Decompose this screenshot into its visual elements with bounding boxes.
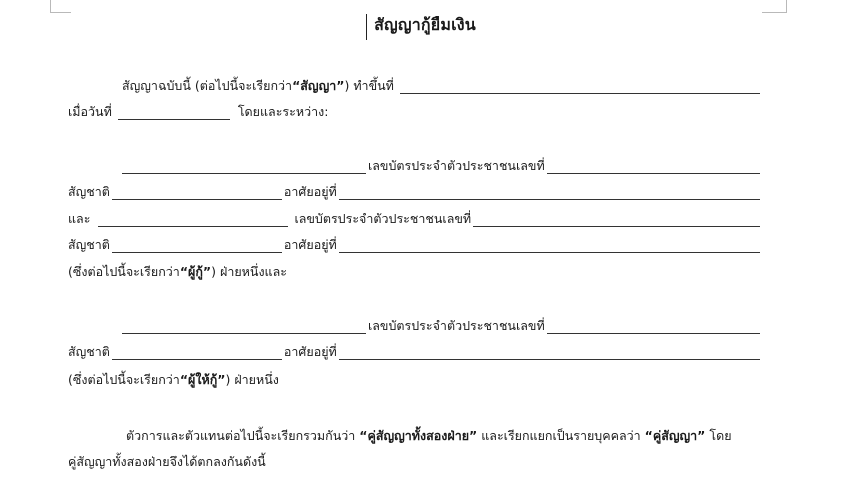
intro-text: สัญญาฉบับนี้ (ต่อไปนี้จะเรียกว่า	[122, 78, 293, 93]
borrower-address-blank[interactable]	[339, 185, 760, 200]
closing-agreement: คู่สัญญาทั้งสองฝ่ายจึงได้ตกลงกันดังนี้	[68, 454, 266, 469]
lender-address-label: อาศัยอยู่ที่	[283, 344, 337, 359]
borrower-address-label: อาศัยอยู่ที่	[283, 184, 337, 199]
borrower-id-label: เลขบัตรประจำตัวประชาชนเลขที่	[368, 158, 545, 173]
lender-reference	[68, 372, 279, 388]
closing-term-party: “คู่สัญญา”	[644, 428, 706, 443]
intro-made-at: ) ทำขึ้นที่	[344, 78, 394, 93]
borrower-row-4	[68, 237, 762, 253]
lender-id-blank[interactable]	[547, 319, 760, 334]
closing-term-both: “คู่สัญญาทั้งสองฝ่าย”	[359, 428, 478, 443]
closing-line-1	[126, 428, 762, 444]
borrower-name-blank[interactable]	[122, 159, 366, 174]
borrower-nationality-blank[interactable]	[112, 185, 282, 200]
lender-name-blank[interactable]	[122, 319, 366, 334]
lender-nationality-label: สัญชาติ	[68, 344, 110, 359]
document-title: สัญญากู้ยืมเงิน	[374, 15, 476, 34]
lender-ref-text-end: ) ฝ่ายหนึ่ง	[225, 372, 279, 387]
closing-text: ตัวการและตัวแทนต่อไปนี้จะเรียกรวมกันว่า	[126, 428, 360, 443]
intro-term: “สัญญา”	[292, 78, 345, 93]
borrower-ref-text-end: ) ฝ่ายหนึ่งและ	[211, 264, 287, 279]
borrower-id-blank[interactable]	[547, 159, 760, 174]
borrower-ref-term: “ผู้กู้”	[179, 264, 212, 279]
crop-mark-right	[762, 0, 787, 13]
intro-line-1	[122, 78, 762, 94]
lender-id-label: เลขบัตรประจำตัวประชาชนเลขที่	[368, 318, 545, 333]
second-borrower-address-label: อาศัยอยู่ที่	[283, 237, 337, 252]
borrower-nationality-label: สัญชาติ	[68, 184, 110, 199]
intro-line-2	[68, 104, 328, 120]
second-borrower-nationality-label: สัญชาติ	[68, 237, 110, 252]
second-borrower-id-label: เลขบัตรประจำตัวประชาชนเลขที่	[294, 211, 472, 226]
crop-mark-left	[50, 0, 71, 13]
closing-text-wrap	[126, 428, 732, 444]
borrower-row-2	[68, 184, 762, 200]
closing-text-mid: และเรียกแยกเป็นรายบุคคลว่า	[477, 428, 645, 443]
borrower-row-1	[122, 158, 762, 174]
borrower-ref-text: (ซึ่งต่อไปนี้จะเรียกว่า	[68, 264, 180, 279]
second-borrower-nationality-blank[interactable]	[112, 238, 282, 253]
second-borrower-id-blank[interactable]	[473, 212, 760, 227]
lender-ref-term: “ผู้ให้กู้”	[179, 372, 226, 387]
date-label: เมื่อวันที่	[68, 104, 112, 119]
lender-nationality-blank[interactable]	[112, 345, 282, 360]
borrower-reference	[68, 264, 287, 280]
lender-row-1	[122, 318, 762, 334]
lender-ref-text: (ซึ่งต่อไปนี้จะเรียกว่า	[68, 372, 180, 387]
lender-row-2	[68, 344, 762, 360]
second-borrower-address-blank[interactable]	[339, 238, 760, 253]
between-label: โดยและระหว่าง:	[237, 104, 329, 119]
date-blank[interactable]	[118, 105, 230, 120]
closing-line-2	[68, 454, 266, 470]
closing-text-end: โดย	[705, 428, 732, 443]
and-label: และ	[68, 211, 91, 226]
borrower-row-3	[68, 211, 762, 227]
lender-address-blank[interactable]	[339, 345, 760, 360]
made-at-blank[interactable]	[400, 79, 760, 94]
second-borrower-name-blank[interactable]	[98, 212, 288, 227]
